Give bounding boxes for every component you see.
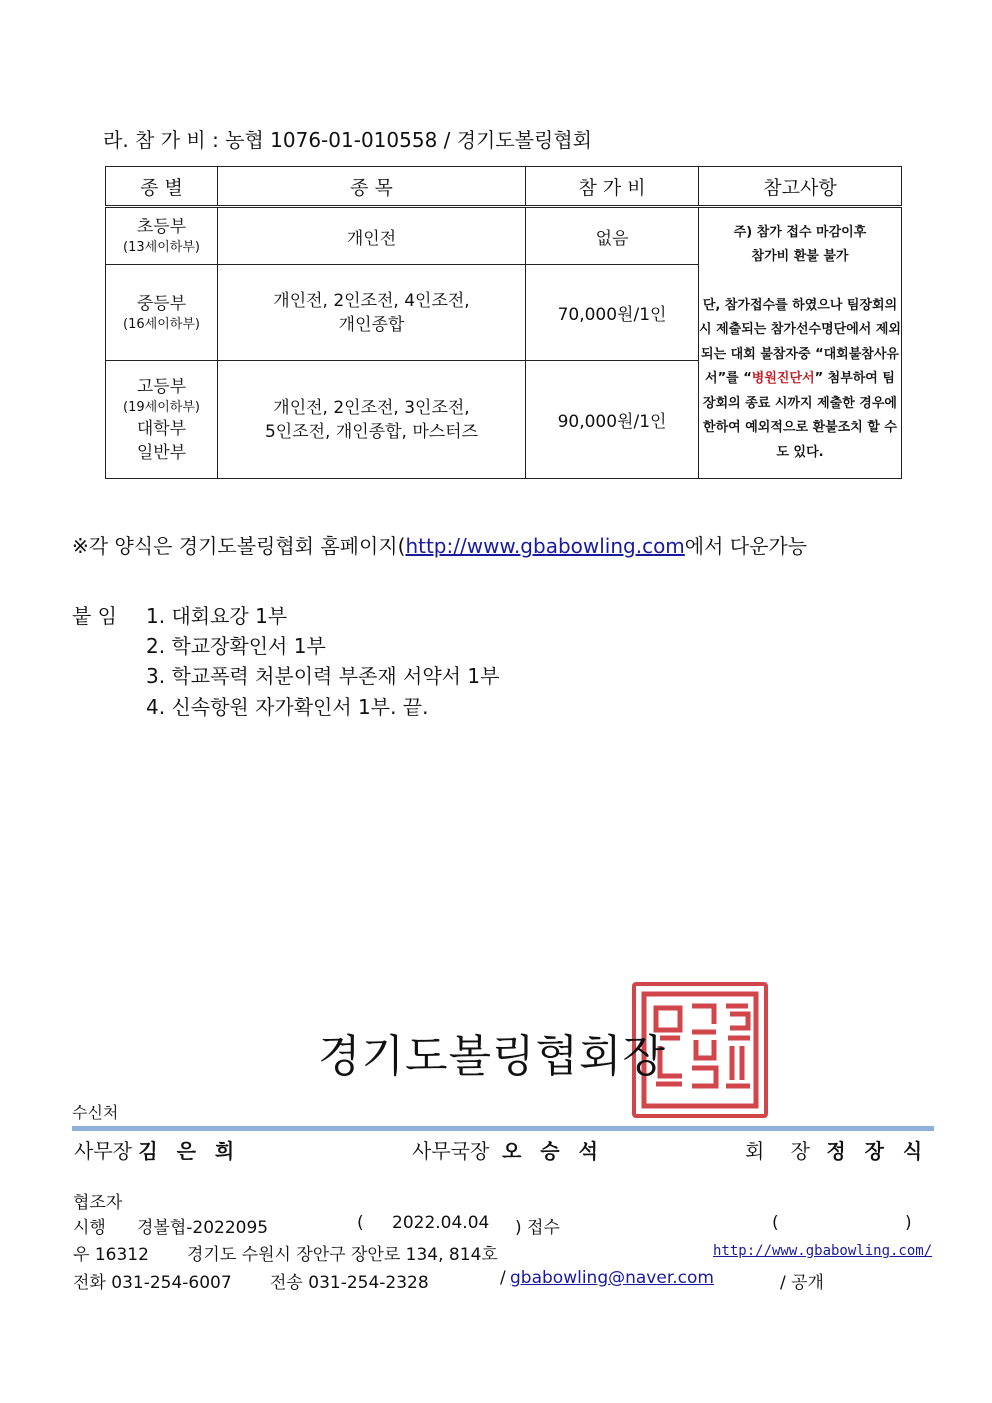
receipt-date: 2022.04.04	[392, 1213, 490, 1233]
attachments-label: 붙 임	[72, 604, 117, 628]
events-cell	[218, 265, 526, 361]
attachment-item: 2. 학교장확인서 1부	[146, 634, 326, 658]
fee-cell: 없음	[526, 207, 699, 265]
division-name: 일반부	[136, 442, 187, 463]
events-cell	[218, 361, 526, 479]
notice-text-end: 에서 다운가능	[684, 534, 808, 558]
role-label: 사무국장	[412, 1139, 490, 1163]
division-age: (16세이하부)	[123, 316, 200, 332]
notice-text: ※각 양식은 경기도볼링협회 홈페이지(	[72, 534, 406, 558]
events-cell: 개인전	[218, 207, 526, 265]
signer-name: 김 은 희	[138, 1139, 241, 1163]
fee-cell: 70,000원/1인	[526, 265, 699, 361]
division-age: (13세이하부)	[123, 240, 200, 255]
division-name: 대학부	[136, 418, 187, 439]
zip-code: 우 16312	[73, 1245, 149, 1265]
note-body-text: 단, 참가접수를 하였으나 팀장회의 시 제출되는 참가선수명단에서 제외되는 대회 불참자중 “대회불참사유서”를 “	[699, 297, 901, 387]
attachment-item: 3. 학교폭력 처분이력 부존재 서약서 1부	[146, 664, 500, 688]
divider-rule	[72, 1126, 934, 1131]
header-fee: 참 가 비	[526, 167, 699, 207]
division-name: 초등부	[136, 217, 187, 237]
issue-number: 경볼협-2022095	[137, 1218, 269, 1238]
division-cell	[106, 361, 218, 479]
fax-number: 전송 031-254-2328	[270, 1273, 429, 1293]
division-name: 고등부	[136, 376, 187, 397]
note-line-1: 주) 참가 접수 마감이후	[733, 224, 867, 240]
header-events: 종 목	[218, 167, 526, 207]
note-body-text-end: ” 첨부하여 팀장회의 종료 시까지 제출한 경우에 한하여 예외적으로 환불조치 할 수도 있다.	[703, 371, 897, 460]
attachment-item: 4. 신속항원 자가확인서 1부. 끝.	[146, 695, 429, 719]
email-prefix: /	[500, 1268, 506, 1288]
events-line: 개인종합	[338, 314, 405, 335]
disclosure-label: / 공개	[780, 1273, 824, 1293]
issue-label: 시행	[73, 1218, 106, 1238]
recipient-label: 수신처	[72, 1103, 119, 1122]
fee-table	[105, 166, 902, 479]
blank-paren-close: )	[905, 1213, 912, 1233]
download-notice	[72, 530, 807, 559]
signature-president	[745, 1135, 928, 1164]
note-highlight: 병원진단서	[751, 371, 815, 387]
blank-paren-open: (	[772, 1213, 779, 1233]
organization-title: 경기도볼링협회장	[318, 1031, 667, 1082]
events-line: 개인전, 2인조전, 3인조전,	[273, 397, 470, 418]
address: 경기도 수원시 장안구 장안로 134, 814호	[187, 1245, 498, 1265]
website-link[interactable]: http://www.gbabowling.com/	[713, 1243, 933, 1259]
division-age: (19세이하부)	[123, 399, 200, 415]
signature-secretary-general	[412, 1135, 604, 1164]
homepage-link[interactable]: http://www.gbabowling.com	[405, 534, 685, 558]
cooperator-label: 협조자	[73, 1193, 123, 1213]
signature-secretary	[74, 1135, 240, 1164]
signer-name: 오 승 석	[502, 1139, 604, 1163]
header-notes: 참고사항	[699, 167, 902, 207]
fee-cell: 90,000원/1인	[526, 361, 699, 479]
email-link[interactable]: gbabowling@naver.com	[510, 1268, 714, 1288]
role-label: 사무장	[74, 1139, 132, 1163]
role-label: 회 장	[745, 1139, 820, 1163]
fee-line: 라. 참 가 비 : 농협 1076-01-010558 / 경기도볼링협회	[103, 128, 592, 152]
notes-cell	[699, 207, 902, 479]
table-row	[106, 207, 902, 265]
division-cell	[106, 207, 218, 265]
signer-name: 정 장 식	[826, 1139, 929, 1163]
note-line-2: 참가비 환불 불가	[751, 249, 849, 265]
attachment-item: 1. 대회요강 1부	[146, 604, 288, 628]
receipt-paren: (	[357, 1213, 364, 1233]
header-division: 종 별	[106, 167, 218, 207]
events-line: 개인전, 2인조전, 4인조전,	[273, 290, 470, 311]
division-name: 중등부	[136, 293, 187, 314]
division-cell	[106, 265, 218, 361]
receipt-label: ) 접수	[515, 1218, 560, 1238]
events-line: 5인조전, 개인종합, 마스터즈	[264, 421, 479, 442]
note-body	[699, 294, 901, 466]
phone-number: 전화 031-254-6007	[73, 1273, 232, 1293]
